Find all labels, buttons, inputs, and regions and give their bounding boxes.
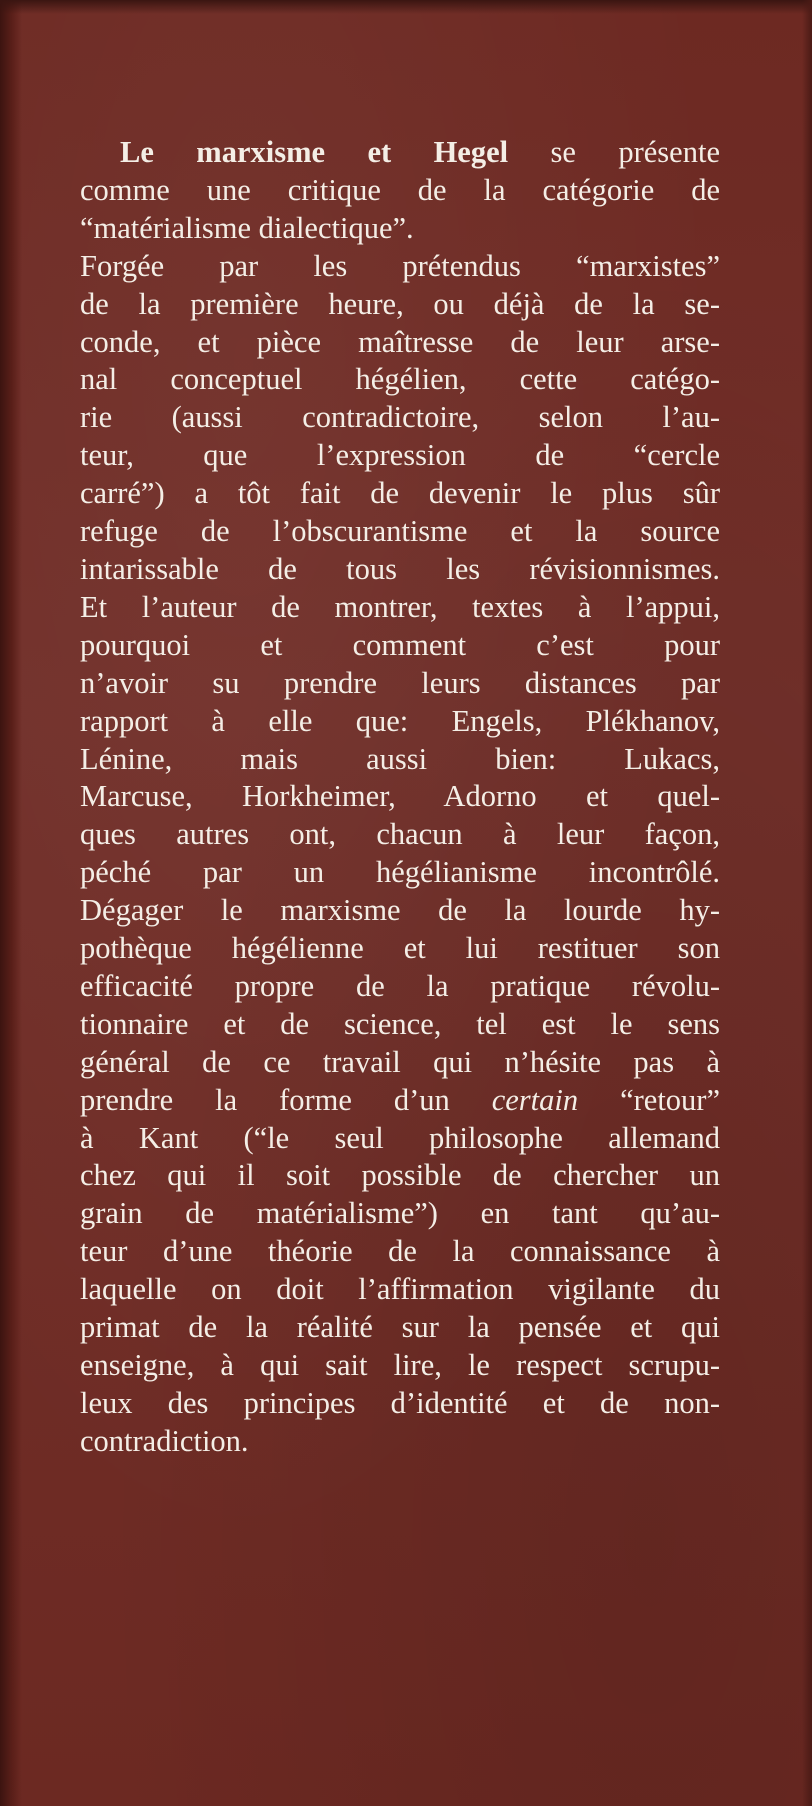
blurb-line xyxy=(80,134,720,172)
blurb-line: Marcuse, Horkheimer, Adorno et quel- xyxy=(80,779,720,814)
blurb-line: rapport à elle que: Engels, Plékhanov, xyxy=(80,703,720,738)
blurb-line: “matérialisme dialectique”. xyxy=(80,210,414,245)
blurb-line: efficacité propre de la pratique révolu- xyxy=(80,968,720,1003)
blurb-line: de la première heure, ou déjà de la se- xyxy=(80,286,720,321)
blurb-line: Dégager le marxisme de la lourde hy- xyxy=(80,893,720,928)
blurb-line: teur, que l’expression de “cercle xyxy=(80,438,720,473)
blurb-line: tionnaire et de science, tel est le sens xyxy=(80,1006,720,1041)
blurb-line: laquelle on doit l’affirmation vigilante du xyxy=(80,1272,720,1307)
blurb-line: péché par un hégélianisme incontrôlé. xyxy=(80,855,720,890)
blurb-line: comme une critique de la catégorie de xyxy=(80,172,720,207)
cover-right-edge xyxy=(802,0,812,1806)
emphasized-word: certain xyxy=(491,1082,579,1117)
blurb-line: général de ce travail qui n’hésite pas à xyxy=(80,1044,720,1079)
blurb-line: chez qui il soit possible de chercher un xyxy=(80,1158,720,1193)
blurb-line: Forgée par les prétendus “marxistes” xyxy=(80,248,720,283)
blurb-line: enseigne, à qui sait lire, le respect scrupu- xyxy=(80,1348,720,1382)
blurb-line: leux des principes d’identité et de non- xyxy=(80,1385,720,1420)
blurb-text xyxy=(80,134,720,1461)
blurb-line: n’avoir su prendre leurs distances par xyxy=(80,665,720,700)
blurb-line: pothèque hégélienne et lui restituer son xyxy=(80,931,720,966)
cover-left-edge xyxy=(0,0,22,1806)
blurb-line: refuge de l’obscurantisme et la source xyxy=(80,514,720,549)
blurb-line: Et l’auteur de montrer, textes à l’appui, xyxy=(80,589,720,624)
blurb-line: intarissable de tous les révisionnismes. xyxy=(80,551,720,586)
blurb-line: rie (aussi contradictoire, selon l’au- xyxy=(80,400,720,435)
blurb-fragment: prendre la forme d’un xyxy=(80,1082,492,1117)
blurb-line xyxy=(80,1082,720,1120)
blurb-line: conde, et pièce maîtresse de leur arse- xyxy=(80,324,720,359)
cover-top-edge xyxy=(0,0,812,14)
blurb-line: carré”) a tôt fait de devenir le plus sûr xyxy=(80,476,720,511)
blurb-line: primat de la réalité sur la pensée et qui xyxy=(80,1310,720,1345)
blurb-line: nal conceptuel hégélien, cette catégo- xyxy=(80,362,720,397)
blurb-line: ques autres ont, chacun à leur façon, xyxy=(80,817,720,852)
blurb-line: contradiction. xyxy=(80,1423,249,1458)
blurb-line: grain de matérialisme”) en tant qu’au- xyxy=(80,1196,720,1231)
blurb-line: pourquoi et comment c’est pour xyxy=(80,627,720,662)
blurb-fragment: “retour” xyxy=(578,1082,720,1117)
blurb-fragment: se présente xyxy=(508,135,720,169)
blurb-line: à Kant (“le seul philosophe allemand xyxy=(80,1120,720,1155)
book-title: Le marxisme et Hegel xyxy=(120,135,509,169)
blurb-line: Lénine, mais aussi bien: Lukacs, xyxy=(80,741,720,776)
blurb-line: teur d’une théorie de la connaissance à xyxy=(80,1234,720,1269)
